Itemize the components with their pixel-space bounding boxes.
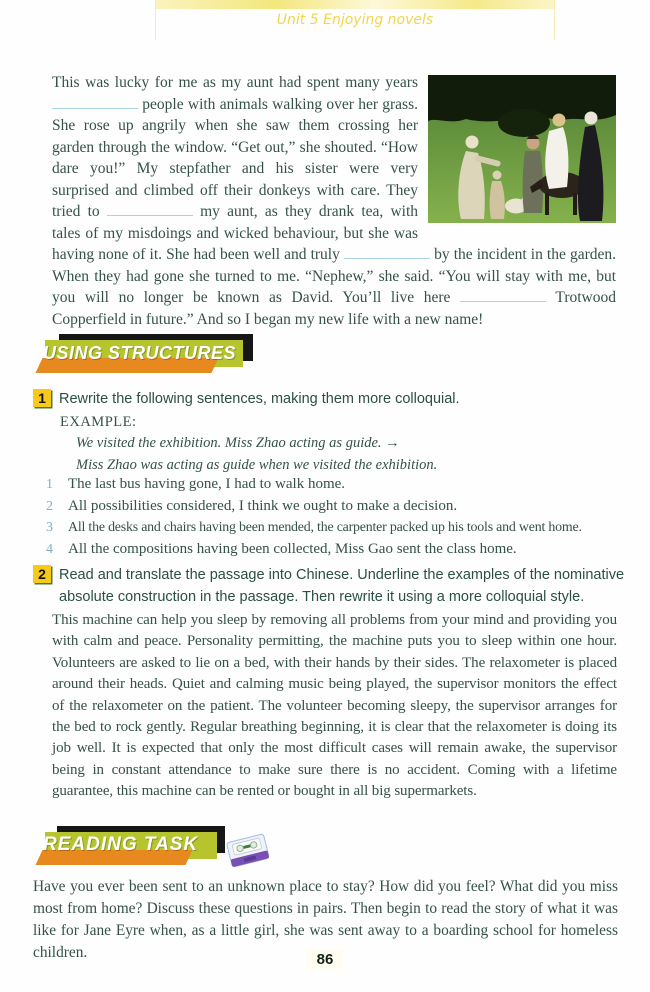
fill-blank-3 xyxy=(344,245,430,259)
story-seg-2: people with animals walking over her grass. She rose up angrily when she saw them crossing her garden through the window. “Get out,” she shouted. “How dare you!” My stepfather and his sister were very surprised and climbed off their donkeys with care. They tried to xyxy=(52,95,418,220)
exercise-1 xyxy=(33,388,633,410)
page-number: 86 xyxy=(0,950,650,969)
item-number: 3 xyxy=(46,520,53,535)
item-text: All possibilities considered, I think we ought to make a decision. xyxy=(68,498,458,514)
story-seg-4: by the incident in the garden. When they had gone she turned to me. “Nephew,” she said. “You will stay with me, but you will no longer be known as David. You’ll live here xyxy=(52,246,617,306)
unit-header-stripe xyxy=(156,0,554,9)
cassette-icon xyxy=(224,831,272,876)
list-item xyxy=(46,498,626,515)
item-number: 2 xyxy=(46,499,53,514)
fill-blank-1 xyxy=(52,95,138,109)
story-seg-5: Trotwood Copperfield in future.” And so I began my new life with a new name! xyxy=(52,289,616,328)
list-item xyxy=(46,476,626,493)
example-label: EXAMPLE: xyxy=(60,414,137,430)
story-paragraph xyxy=(52,72,616,330)
unit-title: Unit 5 Enjoying novels xyxy=(276,12,434,28)
reading-task-intro: Have you ever been sent to an unknown place to stay? How did you feel? What did you miss most from home? Discuss these questions in pairs. Then begin to read the story of what it was like for Jane Eyre when, as a little girl, she was sent away to a boarding school for homeless children. xyxy=(33,878,618,961)
exercise-2-number: 2 xyxy=(33,565,51,583)
list-item xyxy=(46,541,626,558)
item-number: 1 xyxy=(46,477,53,492)
story-seg-3: my aunt, as they drank tea, with tales of my misdoings and wicked behaviour, but she was having none of it. She had been well and truly xyxy=(52,203,419,263)
item-number: 4 xyxy=(46,542,53,557)
example-source-sentence: We visited the exhibition. Miss Zhao acting as guide. → xyxy=(76,435,400,451)
list-item xyxy=(46,519,626,536)
section-header-reading-task xyxy=(35,826,245,870)
exercise-1-instruction: Rewrite the following sentences, making them more colloquial. xyxy=(59,391,460,407)
exercise-2 xyxy=(33,564,633,608)
fill-blank-4 xyxy=(460,288,546,302)
item-text: All the compositions having been collected, Miss Gao sent the class home. xyxy=(68,541,517,557)
section-title: READING TASK xyxy=(43,834,199,855)
section-header-using-structures xyxy=(35,334,275,378)
section-title: USING STRUCTURES xyxy=(43,343,237,363)
exercise-2-passage: This machine can help you sleep by removing all problems from your mind and providing you with calm and peace. Personality permitting, the machine puts you to sleep within one hour. Volunteers are asked to lie on a bed, with their hands by their sides. The relaxometer is placed around their heads. Quiet and calming music being played, the supervisor monitors the effect of the relaxometer on the patient. The volunteer becoming sleepy, the supervisor arranges for the bed to rock gently. Regular breathing beginning, it is clear that the relaxometer is doing its job well. It is expected that only the most difficult cases will remain awake, the supervisor being in constant attendance to make sure there is no accident. Coming with a lifetime guarantee, this machine can be rented or bought in all big supermarkets. xyxy=(52,612,617,800)
item-text: All the desks and chairs having been mended, the carpenter packed up his tools and went home. xyxy=(68,520,582,535)
story-photo xyxy=(428,75,616,223)
unit-header-banner xyxy=(155,0,555,40)
exercise-1-number: 1 xyxy=(33,389,51,407)
item-text: The last bus having gone, I had to walk home. xyxy=(68,476,346,492)
fill-blank-2 xyxy=(107,202,193,216)
example-rewritten-sentence: Miss Zhao was acting as guide when we visited the exhibition. xyxy=(76,457,438,473)
story-seg-1: This was lucky for me as my aunt had spent many years xyxy=(52,74,418,91)
exercise-2-instruction: Read and translate the passage into Chinese. Underline the examples of the nominative absolute construction in the passage. Then rewrite it using a more colloquial style. xyxy=(59,567,625,605)
